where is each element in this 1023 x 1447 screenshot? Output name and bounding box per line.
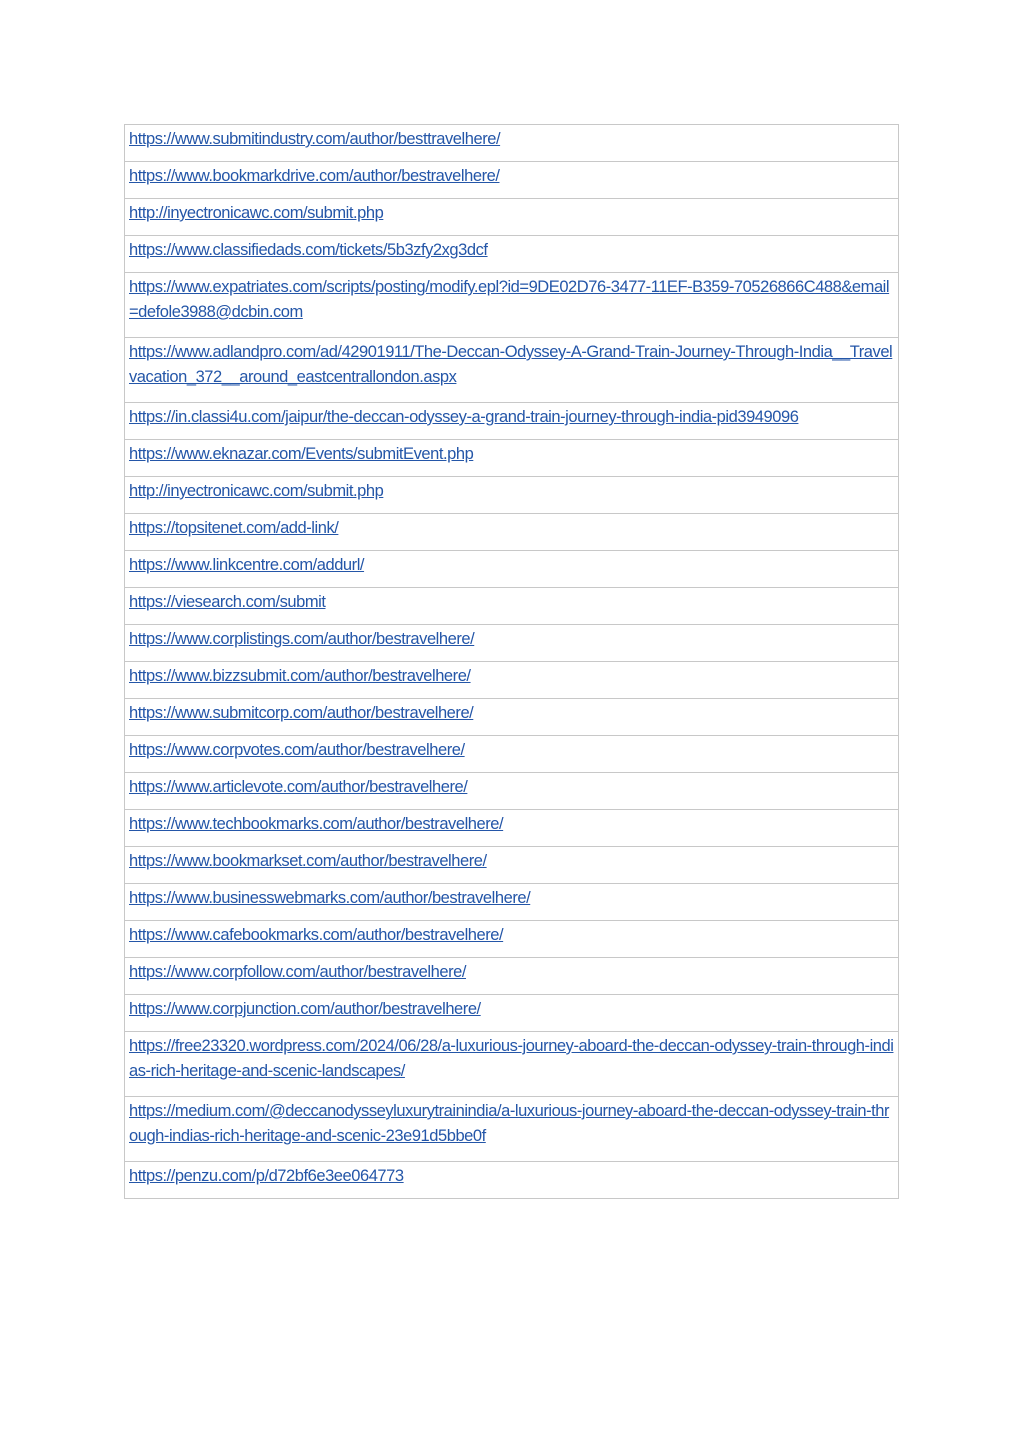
link[interactable]: https://penzu.com/p/d72bf6e3ee064773: [129, 1167, 404, 1185]
table-row: [125, 440, 899, 477]
table-row: [125, 625, 899, 662]
link[interactable]: https://medium.com/@deccanodysseyluxurytrainindia/a-luxurious-journey-aboard-the-deccan-odyssey-train-through-indias-rich-heritage-and-scenic-23e91d5bbe0f: [129, 1102, 890, 1145]
link[interactable]: https://www.corpfollow.com/author/bestravelhere/: [129, 963, 466, 981]
table-cell: [125, 273, 899, 338]
table-cell: [125, 1032, 899, 1097]
table-cell: [125, 1097, 899, 1162]
link[interactable]: https://www.articlevote.com/author/bestravelhere/: [129, 778, 468, 796]
table-row: [125, 662, 899, 699]
table-row: [125, 125, 899, 162]
link[interactable]: https://topsitenet.com/add-link/: [129, 519, 339, 537]
table-row: [125, 921, 899, 958]
table-row: [125, 588, 899, 625]
table-cell: [125, 162, 899, 199]
link[interactable]: https://www.expatriates.com/scripts/posting/modify.epl?id=9DE02D76-3477-11EF-B359-70526866C488&email=defole3988@dcbin.com: [129, 278, 890, 321]
table-row: [125, 514, 899, 551]
table-cell: [125, 884, 899, 921]
table-cell: [125, 403, 899, 440]
table-cell: [125, 625, 899, 662]
link[interactable]: https://viesearch.com/submit: [129, 593, 326, 611]
table-cell: [125, 662, 899, 699]
table-row: [125, 810, 899, 847]
table-cell: [125, 773, 899, 810]
table-row: [125, 199, 899, 236]
link[interactable]: http://inyectronicawc.com/submit.php: [129, 482, 384, 500]
link[interactable]: https://www.submitindustry.com/author/besttravelhere/: [129, 130, 501, 148]
link[interactable]: https://www.bookmarkset.com/author/bestravelhere/: [129, 852, 487, 870]
table-row: [125, 736, 899, 773]
table-cell: [125, 199, 899, 236]
table-row: [125, 162, 899, 199]
table-cell: [125, 847, 899, 884]
table-cell: [125, 125, 899, 162]
table-row: [125, 958, 899, 995]
link[interactable]: https://www.businesswebmarks.com/author/bestravelhere/: [129, 889, 531, 907]
table-row: [125, 236, 899, 273]
link[interactable]: https://www.classifiedads.com/tickets/5b3zfy2xg3dcf: [129, 241, 488, 259]
link-table: [124, 124, 899, 1199]
link[interactable]: https://www.corpjunction.com/author/bestravelhere/: [129, 1000, 481, 1018]
link[interactable]: https://www.cafebookmarks.com/author/bestravelhere/: [129, 926, 504, 944]
link[interactable]: https://www.eknazar.com/Events/submitEvent.php: [129, 445, 474, 463]
table-cell: [125, 514, 899, 551]
link[interactable]: https://www.adlandpro.com/ad/42901911/The-Deccan-Odyssey-A-Grand-Train-Journey-Through-India__Travelvacation_372__around_eastcentrallondon.aspx: [129, 343, 893, 386]
table-row: [125, 403, 899, 440]
table-cell: [125, 236, 899, 273]
table-row: [125, 847, 899, 884]
table-row: [125, 477, 899, 514]
table-row: [125, 884, 899, 921]
link[interactable]: https://www.bizzsubmit.com/author/bestravelhere/: [129, 667, 471, 685]
link[interactable]: https://www.submitcorp.com/author/bestravelhere/: [129, 704, 474, 722]
table-cell: [125, 338, 899, 403]
table-cell: [125, 1162, 899, 1199]
table-cell: [125, 810, 899, 847]
table-row: [125, 338, 899, 403]
table-cell: [125, 699, 899, 736]
table-cell: [125, 995, 899, 1032]
table-row: [125, 551, 899, 588]
table-row: [125, 773, 899, 810]
table-cell: [125, 551, 899, 588]
table-cell: [125, 477, 899, 514]
table-row: [125, 995, 899, 1032]
link[interactable]: https://free23320.wordpress.com/2024/06/28/a-luxurious-journey-aboard-the-deccan-odyssey-train-through-indias-rich-heritage-and-scenic-landscapes/: [129, 1037, 894, 1080]
table-row: [125, 699, 899, 736]
table-row: [125, 1097, 899, 1162]
table-cell: [125, 921, 899, 958]
table-cell: [125, 588, 899, 625]
link[interactable]: http://inyectronicawc.com/submit.php: [129, 204, 384, 222]
table-row: [125, 273, 899, 338]
link[interactable]: https://www.bookmarkdrive.com/author/bestravelhere/: [129, 167, 500, 185]
link[interactable]: https://www.corplistings.com/author/bestravelhere/: [129, 630, 475, 648]
link[interactable]: https://www.techbookmarks.com/author/bestravelhere/: [129, 815, 504, 833]
link[interactable]: https://www.corpvotes.com/author/bestravelhere/: [129, 741, 465, 759]
link[interactable]: https://www.linkcentre.com/addurl/: [129, 556, 365, 574]
table-row: [125, 1032, 899, 1097]
link[interactable]: https://in.classi4u.com/jaipur/the-deccan-odyssey-a-grand-train-journey-through-india-pid3949096: [129, 408, 799, 426]
table-cell: [125, 958, 899, 995]
table-cell: [125, 440, 899, 477]
table-row: [125, 1162, 899, 1199]
table-cell: [125, 736, 899, 773]
